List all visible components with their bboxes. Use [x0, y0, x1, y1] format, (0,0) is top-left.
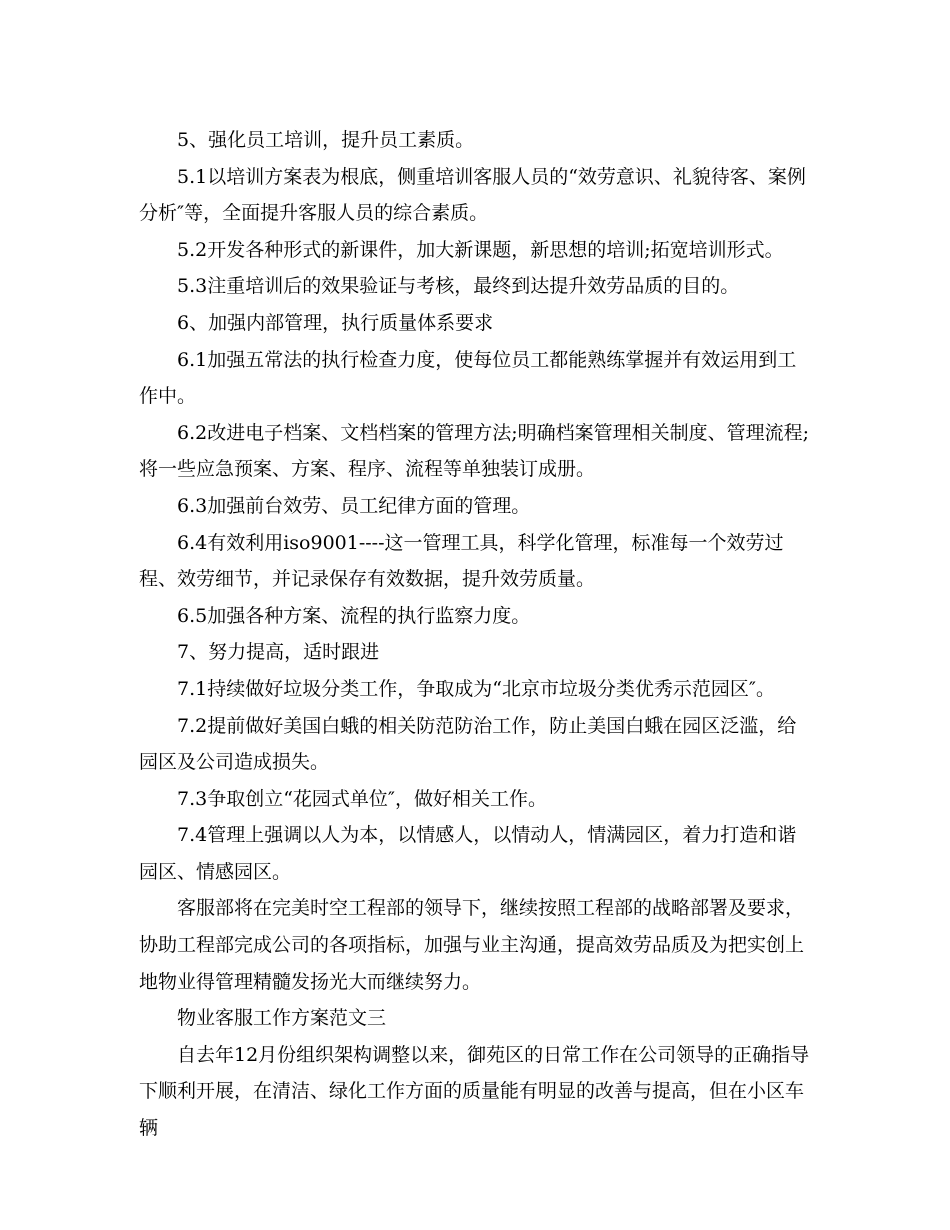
paragraph: 6.4有效利用iso9001----这一管理工具，科学化管理，标准每一个效劳过程、效劳细节，并记录保存有效数据，提升效劳质量。 [139, 531, 784, 591]
paragraph: 7.2提前做好美国白蛾的相关防范防治工作，防止美国白蛾在园区泛滥，给园区及公司造成损失。 [139, 714, 797, 774]
paragraph: 6.1加强五常法的执行检查力度，使每位员工都能熟练掌握并有效运用到工作中。 [139, 348, 797, 408]
paragraph: 自去年12月份组织架构调整以来，御苑区的日常工作在公司领导的正确指导下顺利开展，在清洁、绿化工作方面的质量能有明显的改善与提高，但在小区车辆 [139, 1043, 810, 1140]
paragraph: 7.3争取创立“花园式单位″，做好相关工作。 [177, 787, 548, 810]
paragraph: 7.4管理上强调以人为本，以情感人，以情动人，情满园区，着力打造和谐园区、情感园区。 [139, 824, 797, 883]
section-heading: 7、努力提高，适时跟进 [177, 641, 380, 664]
paragraph: 5、强化员工培训，提升员工素质。 [177, 129, 475, 151]
paragraph: 6.5加强各种方案、流程的执行监察力度。 [177, 604, 531, 627]
document-page [139, 122, 811, 1202]
section-heading: 6、加强内部管理，执行质量体系要求 [177, 311, 494, 334]
paragraph: 6.2改进电子档案、文档档案的管理方法;明确档案管理相关制度、管理流程;将一些应急预案、方案、程序、流程等单独装订成册。 [139, 421, 810, 481]
paragraph: 5.2开发各种形式的新课件，加大新课题，新思想的培训;拓宽培训形式。 [177, 238, 784, 261]
paragraph: 5.3注重培训后的效果验证与考核，最终到达提升效劳品质的目的。 [177, 275, 740, 298]
paragraph: 6.3加强前台效劳、员工纪律方面的管理。 [177, 494, 531, 517]
paragraph: 7.1持续做好垃圾分类工作，争取成为“北京市垃圾分类优秀示范园区″。 [177, 677, 776, 700]
paragraph: 5.1以培训方案表为根底，侧重培训客服人员的“效劳意识、礼貌待客、案例分析″等，全面提升客服人员的综合素质。 [139, 165, 806, 225]
document-subtitle: 物业客服工作方案范文三 [177, 1007, 387, 1030]
paragraph: 客服部将在完美时空工程部的领导下，继续按照工程部的战略部署及要求，协助工程部完成公司的各项指标，加强与业主沟通，提高效劳品质及为把实创上地物业得管理精髓发扬光大而继续努力。 [139, 897, 805, 993]
